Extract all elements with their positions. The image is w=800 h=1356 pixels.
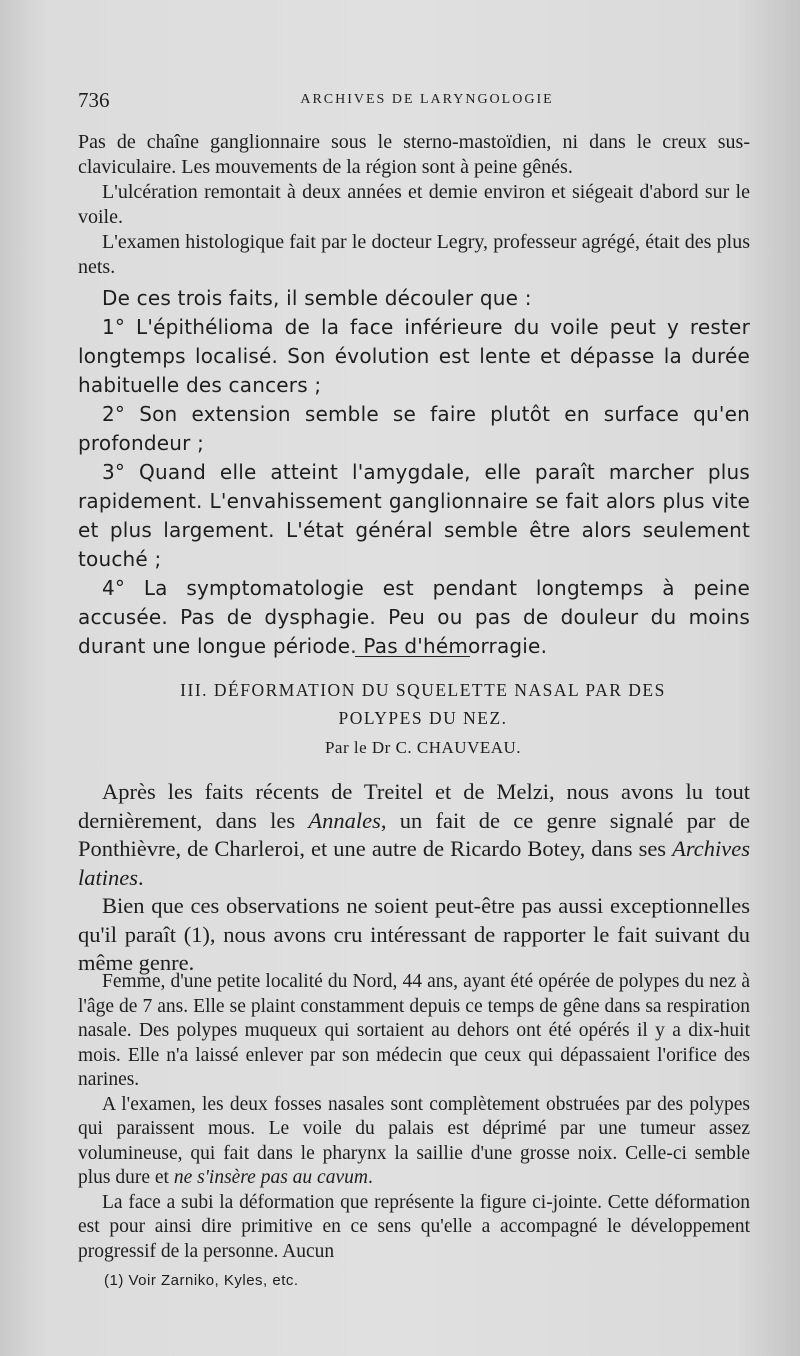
conclusion-item: 1° L'épithélioma de la face inférieure du voile peut y rester longtemps localisé. Son évolution est lente et dépasse la durée habituelle des cancers ; [78, 315, 750, 397]
paragraph: L'examen histologique fait par le docteur Legry, professeur agrégé, était des plus nets. [78, 231, 750, 278]
footnote: (1) Voir Zarniko, Kyles, etc. [104, 1272, 299, 1289]
section-divider [355, 656, 470, 657]
section-title: III. DÉFORMATION DU SQUELETTE NASAL PAR DES [180, 680, 666, 700]
text-run: A l'examen, les deux fosses nasales sont complètement obstruées par des polypes qui paraissent mous. Le voile du palais est déprimé par une tumeur assez volumineuse, qui fait dans le pharynx la saillie d'une grosse noix. Celle-ci semble plus dure et [78, 1093, 750, 1188]
paragraph: Femme, d'une petite localité du Nord, 44 ans, ayant été opérée de polypes du nez à l'âge de 7 ans. Elle se plaint constamment depuis ce temps de gêne dans sa respiration nasale. Des polypes muqueux qui sortaient au dehors ont été opérés il y a dix-huit mois. Elle n'a laissé enlever par son médecin que ceux qui dépassaient l'orifice des narines. [78, 971, 750, 1090]
paragraph: Bien que ces observations ne soient peut-être pas aussi exceptionnelles qu'il paraît (1), nous avons cru intéressant de rapporter le fait suivant du même genre. [78, 893, 750, 975]
paragraph [78, 778, 750, 892]
text-run: . [138, 864, 144, 890]
text-run: Après les faits récents de Treitel et de Melzi, nous avons lu tout dernièrement, dans les [78, 779, 750, 833]
paragraph: La face a subi la déformation que représente la figure ci-jointe. Cette déformation est pour ainsi dire primitive en ce sens qu'elle a accompagné le développement progressif de la personne. Aucun [78, 1191, 750, 1262]
text-run: , un fait de ce genre signalé par de Ponthièvre, de Charleroi, et une autre de Ricardo Botey, dans ses [78, 807, 750, 861]
running-title: ARCHIVES DE LARYNGOLOGIE [300, 92, 554, 107]
journal-title: Annales [308, 807, 381, 833]
previous-article-tail [78, 130, 750, 280]
page-header [78, 88, 736, 114]
case-report [78, 970, 750, 1264]
paragraph: Pas de chaîne ganglionnaire sous le sterno-mastoïdien, ni dans le creux sus-claviculaire. Les mouvements de la région sont à peine gênés. [78, 131, 750, 178]
conclusion-item: 4° La symptomatologie est pendant longtemps à peine accusée. Pas de dysphagie. Peu ou pas de douleur du moins durant une longue période. Pas d'hémorragie. [78, 576, 750, 658]
page-number: 736 [78, 88, 110, 112]
emphasis: ne s'insère pas au cavum [173, 1167, 368, 1188]
conclusion-item: 3° Quand elle atteint l'amygdale, elle paraît marcher plus rapidement. L'envahissement ganglionnaire se fait alors plus vite et plus largement. L'état général semble être alors seulement touché ; [78, 460, 750, 571]
text-run: . [367, 1167, 373, 1188]
author-byline: Par le Dr C. CHAUVEAU. [324, 738, 522, 757]
paragraph: L'ulcération remontait à deux années et demie environ et siégeait d'abord sur le voile. [78, 181, 750, 228]
conclusion-item: 2° Son extension semble se faire plutôt en surface qu'en profondeur ; [78, 402, 750, 455]
conclusions [78, 284, 750, 661]
journal-title: Archives latines [78, 836, 750, 890]
article-introduction [78, 778, 750, 978]
conclusions-intro: De ces trois faits, il semble découler que : [102, 286, 532, 310]
paragraph [78, 1093, 750, 1191]
section-title-continued: POLYPES DU NEZ. [338, 708, 508, 728]
